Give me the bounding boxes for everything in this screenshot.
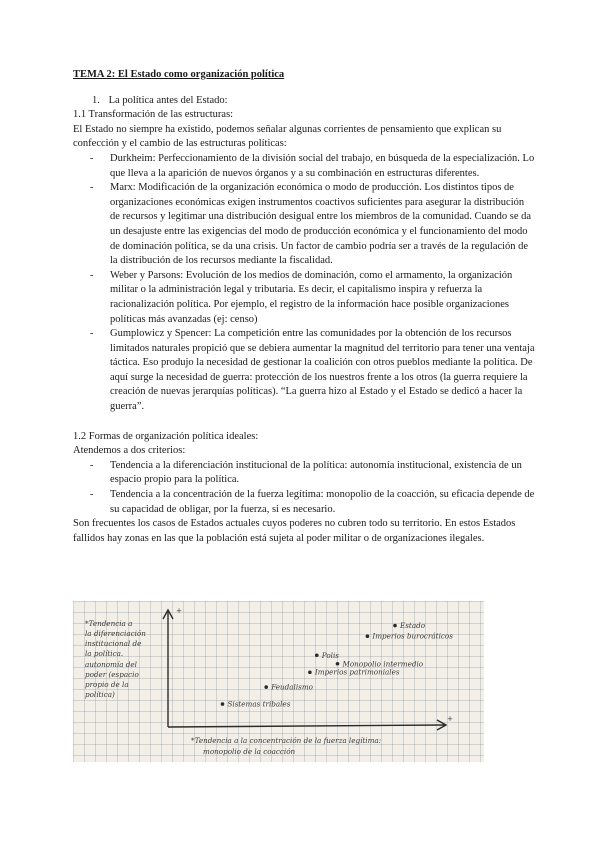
list-item: - Marx: Modificación de la organización económica o modo de producción. Los distintos tipos de organizaciones económicas exigen instrumentos coactivos suficientes para asegurar la distribución de recursos y legitimar una distribución desigual entre los miembros de la comunidad. Cuando se da un desajuste entre las exigencias del modo de producción económica y el funcionamiento del modo de dominación política, se da una crisis. Un factor de cambio podría ser a través de la regulación de la distribución de los recursos mediante la fiscalidad. — [110, 181, 535, 269]
subheading-1-1: 1.1 Transformación de las estructuras: — [73, 109, 234, 121]
list-item: - Gumplowicz y Spencer: La competición entre las comunidades por la obtención de los recursos limitados naturales propició que se debiera aumentar la magnitud del territorio para tener una ventaja táctica. Eso produjo la necesidad de gestionar la coalición con otros pueblos mediante la política. De aquí surge la necesidad de guerra: protección de los nuestros frente a los otros (la guerra requiere la creación de nuevas jerarquías políticas). “La guerra hizo al Estado y el Estado se dedicó a hacer la guerra”. — [110, 327, 535, 415]
list-item: - Tendencia a la concentración de la fuerza legítima: monopolio de la coacción, su eficacia depende de su capacidad de obligar, por la fuerza, si es necesario. — [110, 488, 535, 517]
point-label: Feudalismo — [271, 682, 313, 692]
x-axis-line — [168, 725, 445, 727]
document-body — [73, 68, 535, 546]
document-title: TEMA 2: El Estado como organización política — [73, 69, 285, 80]
point-dot — [366, 634, 370, 638]
heading-number: 1. — [92, 94, 100, 106]
y-note-line: institucional de — [85, 639, 142, 648]
point-dot — [264, 685, 268, 689]
y-axis-plus: + — [176, 606, 183, 615]
theories-list — [73, 152, 535, 415]
diagram-svg — [73, 601, 484, 762]
handwritten-diagram — [73, 601, 484, 762]
diagram-point — [366, 632, 454, 641]
list-item: - Tendencia a la diferenciación institucional de la política: autonomía institucional, existencia de un espacio propio para la política. — [110, 459, 535, 488]
point-label: Monopolio intermedio — [342, 659, 424, 669]
paragraph-closing: Son frecuentes los casos de Estados actuales cuyos poderes no cubren todo su territorio. En estos Estados fallidos hay zonas en las que la población está sujeta al poder militar o de organizaciones ilegales. — [73, 518, 516, 544]
heading-label: La política antes del Estado: — [108, 94, 228, 106]
point-label: Estado — [400, 621, 426, 631]
diagram-points — [221, 621, 454, 708]
y-note-line: la política. — [85, 649, 124, 658]
numbered-heading — [92, 94, 535, 109]
x-axis-note — [191, 736, 381, 756]
y-note-line: autonomía del — [85, 660, 137, 669]
diagram-point — [315, 651, 339, 660]
y-note-line: propio de la — [85, 680, 129, 689]
y-axis-note — [85, 619, 146, 699]
subheading-1-2: 1.2 Formas de organización política ideales: — [73, 430, 259, 442]
diagram-point — [264, 683, 313, 692]
point-label: Imperios burocráticos — [372, 631, 453, 641]
list-item: - Durkheim: Perfeccionamiento de la división social del trabajo, en búsqueda de la especialización. Lo que lleva a la aparición de nuevos órganos y a su combinación en estructuras diferentes. — [110, 152, 535, 181]
point-label: Sistemas tribales — [227, 699, 291, 709]
x-note-line: monopolio de la coacción — [203, 747, 296, 756]
point-dot — [308, 670, 312, 674]
paragraph-intro-2: Atendemos a dos criterios: — [73, 445, 186, 457]
point-dot — [393, 624, 397, 628]
diagram-point — [308, 668, 400, 677]
diagram-point — [393, 621, 426, 630]
x-axis-plus: + — [447, 714, 454, 723]
point-label: Polis — [321, 650, 339, 660]
y-note-line: la diferenciación — [85, 629, 146, 638]
diagram-point — [221, 700, 291, 709]
paragraph-intro-1: El Estado no siempre ha existido, podemos señalar algunas corrientes de pensamiento que explican su confección y el cambio de las estructuras políticas: — [73, 123, 502, 150]
criteria-list — [73, 459, 535, 517]
point-label: Imperios patrimoniales — [314, 667, 400, 677]
point-dot — [336, 662, 340, 666]
point-dot — [221, 702, 225, 706]
y-note-line: poder (espacio — [85, 670, 139, 679]
list-item: - Weber y Parsons: Evolución de los medios de dominación, como el armamento, la organización militar o la administración legal y tributaria. Es decir, el capitalismo inspira y refuerza la racionalización política. Por ejemplo, el registro de la información hace posible organizaciones políticas más avanzadas (ej: censo) — [110, 269, 535, 327]
point-dot — [315, 653, 319, 657]
spacer — [73, 415, 535, 430]
y-note-line: política) — [85, 690, 115, 699]
x-note-line: *Tendencia a la concentración de la fuerza legítima: — [191, 736, 382, 745]
y-note-line: *Tendencia a — [85, 619, 133, 628]
